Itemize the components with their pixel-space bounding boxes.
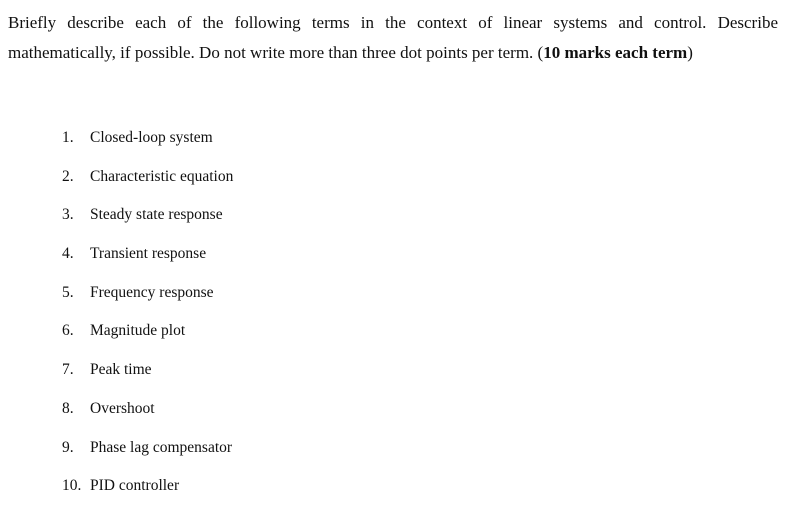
item-number: 8. [62,399,74,417]
marks-open-paren: ( [537,43,544,62]
item-label: Closed-loop system [90,129,213,146]
item-number: 10. [62,477,82,495]
list-item [62,245,233,284]
marks-close-paren: ) [687,43,693,62]
item-number: 5. [62,283,74,301]
item-label: Overshoot [90,399,155,417]
list-item [62,400,233,439]
item-label: Phase lag compensator [90,438,233,456]
list-item [62,129,233,168]
item-label: Transient response [90,245,207,263]
list-item [62,439,233,478]
list-item [62,206,233,245]
marks-value: 10 marks each term [543,43,688,62]
term-list [62,129,233,516]
item-label: PID controller [90,477,180,495]
item-number: 4. [62,245,74,263]
item-number: 2. [62,167,74,185]
item-label: Magnitude plot [90,322,186,340]
list-item [62,284,233,323]
item-number: 1. [62,129,74,146]
question-text [8,8,778,68]
item-number: 3. [62,206,74,224]
item-number: 9. [62,438,74,456]
item-number: 6. [62,322,74,340]
item-number: 7. [62,361,74,379]
item-label: Peak time [90,361,152,379]
item-label: Steady state response [90,206,223,224]
list-item [62,322,233,361]
list-item [62,477,233,516]
question-instructions: Briefly describe each of the following terms in the context of linear systems and control. Describe mathematically, if possible. Do not write more than three dot points per term. [8,13,778,62]
item-label: Characteristic equation [90,167,234,185]
list-item [62,168,233,207]
item-label: Frequency response [90,283,214,301]
list-item [62,361,233,400]
